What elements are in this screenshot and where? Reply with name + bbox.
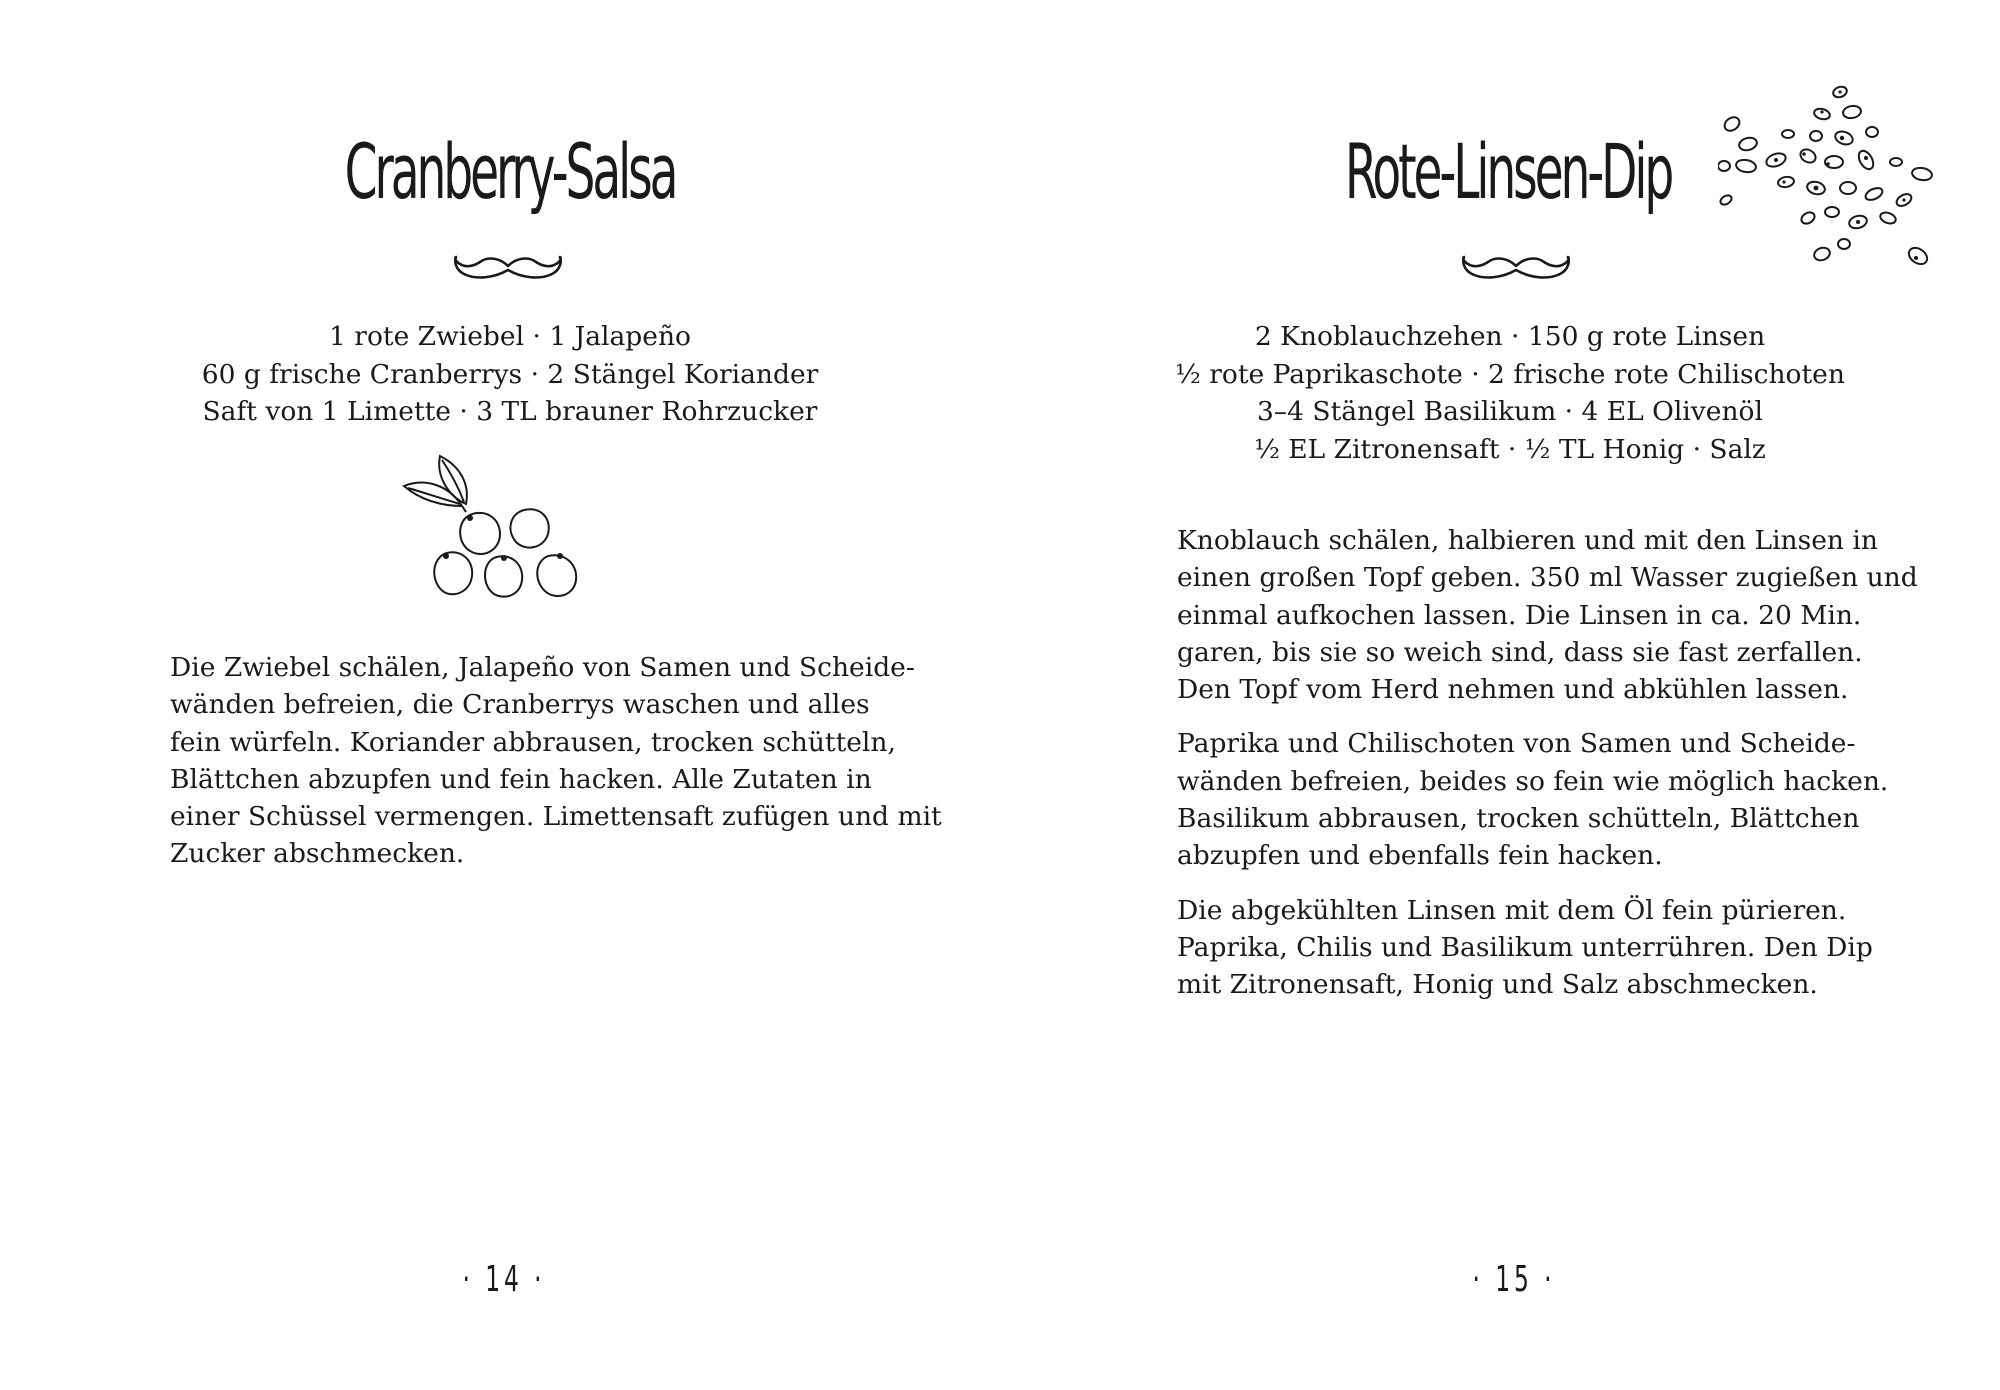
lentils-icon: [1718, 82, 1938, 272]
recipe-title: Rote-Linsen-Dip: [1344, 127, 1672, 216]
mustache-icon: [1460, 254, 1572, 286]
ingredient-line: 3–4 Stängel Basilikum · 4 EL Olivenöl: [1257, 396, 1763, 427]
text-line: einen großen Topf geben. 350 ml Wasser zugießen und: [1177, 562, 1918, 594]
text-line: Blättchen abzupfen und fein hacken. Alle Zutaten in: [170, 763, 872, 795]
text-line: wänden befreien, beides so fein wie möglich hacken.: [1177, 765, 1889, 797]
text-line: fein würfeln. Koriander abbrausen, trocken schütteln,: [170, 726, 896, 758]
ingredient-line: 2 Knoblauchzehen · 150 g rote Linsen: [1254, 321, 1766, 352]
text-line: einer Schüssel vermengen. Limettensaft zufügen und mit: [170, 801, 942, 833]
text-line: Den Topf vom Herd nehmen und abkühlen lassen.: [1177, 674, 1849, 706]
page-number: · 15 ·: [1472, 1259, 1556, 1300]
ingredient-line: 60 g frische Cranberrys · 2 Stängel Koriander: [201, 358, 819, 390]
text-line: Die Zwiebel schälen, Jalapeño von Samen und Scheide-: [170, 652, 915, 683]
text-line: Paprika, Chilis und Basilikum unterrühren. Den Dip: [1177, 931, 1873, 963]
text-line: Knoblauch schälen, halbieren und mit den Linsen in: [1177, 525, 1878, 556]
text-line: wänden befreien, die Cranberrys waschen und alles: [170, 689, 870, 721]
mustache-icon: [452, 254, 564, 286]
ingredient-line: 1 rote Zwiebel · 1 Jalapeño: [329, 321, 691, 352]
page-number: · 14 ·: [462, 1259, 546, 1300]
method-text: [170, 632, 942, 890]
ingredient-line: Saft von 1 Limette · 3 TL brauner Rohrzucker: [202, 396, 818, 427]
ingredient-line: ½ rote Paprikaschote · 2 frische rote Chilischoten: [1175, 358, 1845, 390]
cranberries-icon: [400, 454, 590, 612]
method-text: [1177, 505, 1918, 1021]
text-line: mit Zitronensaft, Honig und Salz abschmecken.: [1177, 969, 1818, 1001]
ingredients-list: [1110, 318, 1910, 468]
text-line: Zucker abschmecken.: [170, 838, 465, 870]
text-line: einmal aufkochen lassen. Die Linsen in ca. 20 Min.: [1177, 599, 1862, 631]
text-line: Paprika und Chilischoten von Samen und Scheide-: [1177, 728, 1856, 760]
text-line: abzupfen und ebenfalls fein hacken.: [1177, 840, 1663, 872]
text-line: Basilikum abbrausen, trocken schütteln, Blättchen: [1177, 803, 1860, 835]
text-line: Die abgekühlten Linsen mit dem Öl fein pürieren.: [1177, 894, 1847, 926]
ingredient-line: ½ EL Zitronensaft · ½ TL Honig · Salz: [1254, 433, 1766, 465]
ingredients-list: [110, 318, 910, 431]
text-line: garen, bis sie so weich sind, dass sie fast zerfallen.: [1177, 636, 1863, 668]
recipe-title: Cranberry-Salsa: [344, 127, 676, 216]
